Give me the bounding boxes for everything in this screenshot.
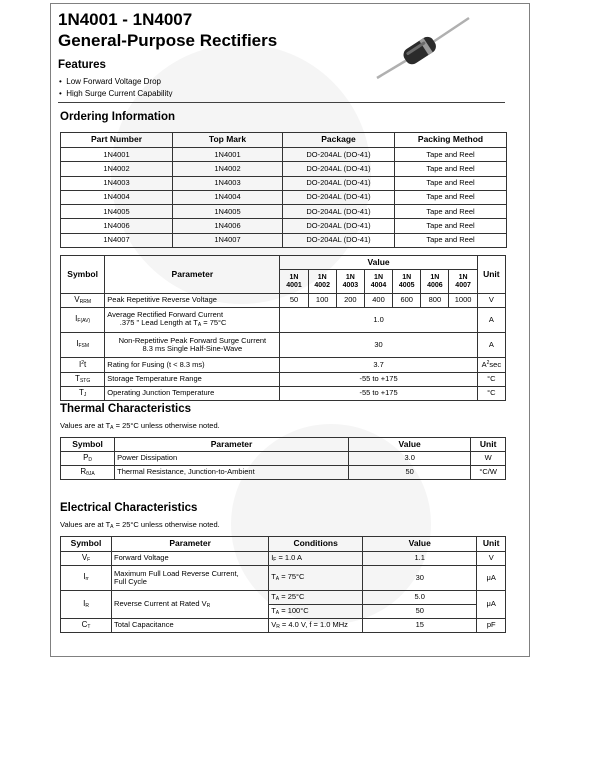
top-mark-cell: 1N4001 (173, 148, 283, 162)
value-cell: 3.7 (280, 358, 477, 373)
absolute-ratings-table (60, 255, 506, 401)
note-subscript: A (110, 425, 114, 431)
condition-text: T (271, 572, 276, 582)
column-header: Package (283, 133, 395, 148)
table-row (61, 591, 506, 605)
value-cell: 1.0 (280, 308, 477, 333)
variant-line: 1N (289, 274, 299, 282)
symbol-subscript: RRM (79, 298, 91, 305)
value-cell: 800 (421, 294, 449, 308)
packing-method-cell: Tape and Reel (395, 176, 507, 190)
symbol-cell (61, 566, 112, 591)
column-header: Unit (477, 537, 506, 552)
table-row (61, 452, 506, 466)
condition-subscript: F (273, 556, 277, 563)
package-cell: DO-204AL (DO-41) (283, 148, 395, 162)
variant-line: 1N (374, 274, 383, 282)
part-number-cell: 1N4004 (61, 190, 173, 204)
parameter-line: = 75°C (201, 318, 227, 328)
parameter-line: Average Rectified Forward Current (107, 310, 224, 320)
symbol-text: T (75, 373, 80, 383)
parameter-cell: Total Capacitance (112, 619, 269, 633)
table-row (61, 466, 506, 480)
parameter-text: Reverse Current at Rated V (114, 598, 207, 608)
features-heading: Features (58, 59, 106, 71)
symbol-text: V (74, 294, 80, 304)
variant-header (421, 270, 449, 294)
page-title: General-Purpose Rectifiers (58, 31, 278, 50)
symbol-subscript: F (87, 556, 91, 563)
variant-line: 1N (317, 274, 327, 282)
symbol-subscript: rr (85, 576, 89, 583)
part-range-title: 1N4001 - 1N4007 (58, 10, 193, 29)
table-row (61, 233, 507, 247)
conditions-cell (269, 605, 363, 619)
column-header: Parameter (115, 438, 349, 452)
top-mark-cell: 1N4003 (173, 176, 283, 190)
variant-header (336, 270, 364, 294)
table-row (61, 219, 507, 233)
ordering-table (60, 132, 507, 248)
parameter-line: .375 " Lead Length at T (119, 318, 198, 328)
symbol-text: I (83, 572, 86, 582)
feature-item-text: Low Forward Voltage Drop (66, 77, 161, 86)
value-cell: 50 (280, 294, 308, 308)
symbol-subscript: R (85, 602, 89, 609)
symbol-cell (61, 591, 112, 619)
value-cell: 15 (363, 619, 477, 633)
table-row (61, 387, 506, 401)
parameter-cell (112, 591, 269, 619)
symbol-cell (61, 552, 112, 566)
condition-text: = 75°C (279, 572, 305, 582)
ordering-heading: Ordering Information (60, 111, 175, 123)
feature-item: • High Surge Current Capability (59, 89, 173, 97)
symbol-cell (61, 294, 105, 308)
symbol-cell (61, 358, 105, 373)
column-header: Symbol (61, 438, 115, 452)
package-cell: DO-204AL (DO-41) (283, 162, 395, 176)
unit-cell: μA (477, 566, 506, 591)
symbol-subscript: T (87, 623, 91, 630)
value-cell: 50 (363, 605, 477, 619)
feature-item-text: High Surge Current Capability (66, 89, 173, 97)
electrical-heading: Electrical Characteristics (60, 502, 198, 514)
part-number-cell: 1N4005 (61, 205, 173, 219)
package-cell: DO-204AL (DO-41) (283, 205, 395, 219)
unit-cell: A (477, 333, 505, 358)
value-cell: 5.0 (363, 591, 477, 605)
symbol-text: I (79, 359, 82, 369)
unit-cell: V (477, 294, 505, 308)
column-header: Parameter (112, 537, 269, 552)
variant-line: 4007 (455, 281, 471, 289)
symbol-cell (61, 619, 112, 633)
table-row (61, 162, 507, 176)
note-text: = 25°C unless otherwise noted. (113, 520, 220, 529)
table-row (61, 176, 507, 190)
column-header: Symbol (61, 256, 105, 294)
column-header: Value (280, 256, 477, 270)
variant-line: 4004 (370, 281, 387, 289)
column-header: Unit (471, 438, 506, 452)
packing-method-cell: Tape and Reel (395, 148, 507, 162)
parameter-cell (105, 308, 280, 333)
symbol-subscript: θJA (86, 470, 95, 477)
unit-superscript: 2 (486, 359, 490, 366)
symbol-text: P (83, 452, 89, 462)
symbol-cell (61, 373, 105, 387)
ordering-header-row (61, 133, 507, 148)
value-cell: 3.0 (348, 452, 470, 466)
condition-text: = 25°C (279, 591, 305, 601)
value-cell: 200 (336, 294, 364, 308)
table-row (61, 566, 506, 591)
symbol-text: R (80, 466, 87, 476)
condition-text: = 100°C (279, 605, 309, 615)
unit-cell: W (471, 452, 506, 466)
parameter-cell (105, 333, 280, 358)
packing-method-cell: Tape and Reel (395, 162, 507, 176)
ratings-header-row (61, 256, 506, 270)
symbol-subscript: J (83, 391, 87, 398)
column-header: Unit (477, 256, 505, 294)
symbol-text: T (78, 387, 84, 397)
column-header: Parameter (105, 256, 280, 294)
conditions-cell (269, 566, 363, 591)
unit-cell: A (477, 308, 505, 333)
thermal-heading: Thermal Characteristics (60, 403, 192, 415)
symbol-text: I (76, 339, 79, 349)
variant-header (393, 270, 421, 294)
table-row (61, 619, 506, 633)
table-row (61, 148, 507, 162)
unit-cell: °C (477, 373, 505, 387)
variant-line: 1N (430, 274, 440, 282)
value-cell: 30 (363, 566, 477, 591)
condition-subscript: R (276, 623, 280, 630)
table-row (61, 294, 506, 308)
variant-line: 1N (345, 274, 355, 282)
variant-header (449, 270, 477, 294)
variant-line: 1N (402, 274, 412, 282)
value-cell: 30 (280, 333, 477, 358)
symbol-text: V (81, 552, 88, 562)
condition-text: = 1.0 A (276, 552, 303, 562)
symbol-cell (61, 333, 105, 358)
datasheet-page (50, 3, 530, 657)
electrical-header-row (61, 537, 506, 552)
column-header: Value (348, 438, 470, 452)
column-header: Packing Method (395, 133, 507, 148)
symbol-subscript: D (88, 456, 93, 463)
condition-text: T (271, 591, 276, 601)
variant-header (364, 270, 392, 294)
condition-subscript: A (275, 609, 280, 616)
symbol-text: t (84, 359, 87, 369)
parameter-cell (112, 566, 269, 591)
variant-line: 4003 (342, 281, 359, 289)
variant-line: 1N (458, 274, 468, 282)
table-row (61, 373, 506, 387)
section-divider (58, 102, 505, 103)
symbol-superscript: 2 (81, 359, 85, 366)
variant-line: 4005 (398, 281, 415, 289)
symbol-subscript: F(AV) (77, 318, 91, 325)
column-header: Conditions (269, 537, 363, 552)
packing-method-cell: Tape and Reel (395, 233, 507, 247)
unit-text: A (481, 359, 487, 369)
unit-cell: V (477, 552, 506, 566)
parameter-cell: Peak Repetitive Reverse Voltage (105, 294, 280, 308)
package-cell: DO-204AL (DO-41) (283, 190, 395, 204)
value-cell: -55 to +175 (280, 373, 477, 387)
variant-line: 4006 (427, 281, 443, 289)
feature-item: • Low Forward Voltage Drop (59, 77, 161, 86)
symbol-text: C (81, 619, 88, 629)
top-mark-cell: 1N4004 (173, 190, 283, 204)
table-row (61, 308, 506, 333)
unit-cell (477, 358, 505, 373)
package-cell: DO-204AL (DO-41) (283, 233, 395, 247)
parameter-subscript: R (206, 602, 211, 609)
variant-header (280, 270, 308, 294)
table-row (61, 333, 506, 358)
diode-package-illustration (371, 10, 476, 85)
column-header: Top Mark (173, 133, 283, 148)
value-cell: -55 to +175 (280, 387, 477, 401)
condition-subscript: A (275, 576, 280, 583)
top-mark-cell: 1N4006 (173, 219, 283, 233)
variant-header (308, 270, 336, 294)
condition-text: V (271, 619, 277, 629)
parameter-cell: Rating for Fusing (t < 8.3 ms) (105, 358, 280, 373)
value-cell: 100 (308, 294, 336, 308)
parameter-subscript: A (197, 322, 202, 329)
symbol-cell (61, 308, 105, 333)
condition-text: I (271, 552, 274, 562)
packing-method-cell: Tape and Reel (395, 219, 507, 233)
variant-line: 4001 (286, 281, 302, 289)
value-cell: 1.1 (363, 552, 477, 566)
parameter-cell: Forward Voltage (112, 552, 269, 566)
part-number-cell: 1N4003 (61, 176, 173, 190)
symbol-text: I (75, 314, 78, 324)
part-number-cell: 1N4001 (61, 148, 173, 162)
value-cell: 50 (348, 466, 470, 480)
package-cell: DO-204AL (DO-41) (283, 219, 395, 233)
symbol-cell (61, 387, 105, 401)
thermal-header-row (61, 438, 506, 452)
condition-text: T (271, 605, 276, 615)
condition-subscript: A (275, 595, 280, 602)
part-number-cell: 1N4006 (61, 219, 173, 233)
parameter-line: 8.3 ms Single Half-Sine-Wave (142, 344, 243, 353)
parameter-cell: Thermal Resistance, Junction-to-Ambient (115, 466, 349, 480)
symbol-cell (61, 466, 115, 480)
variant-line: 4002 (314, 281, 330, 289)
parameter-line: Non-Repetitive Peak Forward Surge Current (118, 335, 267, 345)
thermal-table (60, 437, 506, 480)
value-cell: 400 (364, 294, 392, 308)
note-subscript: A (110, 524, 114, 530)
note-text: Values are at T (60, 421, 111, 430)
parameter-cell: Operating Junction Temperature (105, 387, 280, 401)
note-text: = 25°C unless otherwise noted. (113, 421, 220, 430)
electrical-note (60, 520, 220, 530)
thermal-note (60, 421, 220, 431)
table-row (61, 358, 506, 373)
symbol-subscript: STG (79, 377, 91, 384)
table-row (61, 205, 507, 219)
value-cell: 600 (393, 294, 421, 308)
unit-cell: °C/W (471, 466, 506, 480)
column-header: Symbol (61, 537, 112, 552)
symbol-text: I (83, 598, 86, 608)
unit-cell: pF (477, 619, 506, 633)
packing-method-cell: Tape and Reel (395, 205, 507, 219)
unit-text: sec (489, 359, 502, 369)
unit-cell: °C (477, 387, 505, 401)
table-row (61, 552, 506, 566)
symbol-cell (61, 452, 115, 466)
parameter-line: Maximum Full Load Reverse Current, (114, 568, 239, 578)
note-text: Values are at T (60, 520, 111, 529)
electrical-table (60, 536, 506, 633)
parameter-cell: Storage Temperature Range (105, 373, 280, 387)
unit-cell: μA (477, 591, 506, 619)
packing-method-cell: Tape and Reel (395, 190, 507, 204)
parameter-line: Full Cycle (114, 577, 147, 586)
table-row (61, 190, 507, 204)
column-header: Part Number (61, 133, 173, 148)
condition-text: = 4.0 V, f = 1.0 MHz (279, 619, 348, 629)
value-cell: 1000 (449, 294, 477, 308)
package-cell: DO-204AL (DO-41) (283, 176, 395, 190)
parameter-cell: Power Dissipation (115, 452, 349, 466)
conditions-cell (269, 619, 363, 633)
conditions-cell (269, 552, 363, 566)
part-number-cell: 1N4007 (61, 233, 173, 247)
symbol-subscript: FSM (78, 343, 90, 350)
conditions-cell (269, 591, 363, 605)
part-number-cell: 1N4002 (61, 162, 173, 176)
column-header: Value (363, 537, 477, 552)
top-mark-cell: 1N4007 (173, 233, 283, 247)
top-mark-cell: 1N4005 (173, 205, 283, 219)
top-mark-cell: 1N4002 (173, 162, 283, 176)
